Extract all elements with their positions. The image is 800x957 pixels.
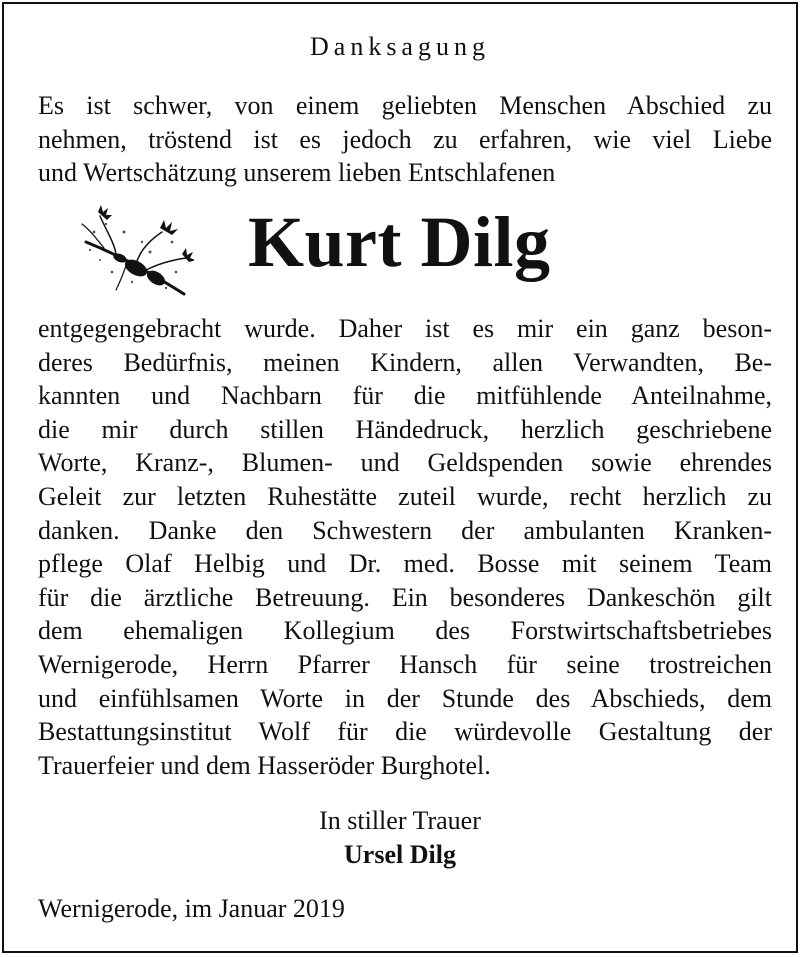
closing-phrase: In stiller Trauer [319, 806, 481, 835]
body-line: dem ehemaligen Kollegium des Forstwirtschaftsbetriebes [38, 616, 772, 646]
body-line: Wernigerode, Herrn Pfarrer Hansch für seine trostreichen [38, 649, 772, 679]
place-date: Wernigerode, im Januar 2019 [38, 894, 345, 923]
heading: Danksagung [310, 32, 490, 61]
body-paragraph [38, 312, 772, 782]
intro-paragraph [38, 89, 772, 190]
closing-block [4, 804, 796, 872]
obituary-notice [2, 2, 798, 953]
intro-line: Es ist schwer, von einem geliebten Menschen Abschied zu [38, 91, 772, 120]
body-line: entgegengebracht wurde. Daher ist es mir ein ganz beson- [38, 314, 772, 343]
body-line: und einfühlsamen Worte in der Stunde des Abschieds, dem [38, 683, 772, 713]
thistle-sprig-icon [76, 202, 194, 300]
intro-line: und Wertschätzung unserem lieben Entschlafenen [38, 158, 556, 188]
body-line: pflege Olaf Helbig und Dr. med. Bosse mit seinem Team [38, 549, 772, 579]
body-line: für die ärztliche Betreuung. Ein besonderes Dankeschön gilt [38, 582, 772, 612]
body-line: die mir durch stillen Händedruck, herzlich geschriebene [38, 414, 772, 444]
body-line: Geleit zur letzten Ruhestätte zuteil wurde, recht herzlich zu [38, 481, 772, 511]
body-line: Bestattungsinstitut Wolf für die würdevolle Gestaltung der [38, 717, 772, 747]
body-line: Trauerfeier und dem Hasseröder Burghotel. [38, 750, 491, 780]
body-line: deres Bedürfnis, meinen Kindern, allen Verwandten, Be- [38, 347, 772, 377]
deceased-name: Kurt Dilg [248, 202, 551, 282]
body-line: Worte, Kranz-, Blumen- und Geldspenden sowie ehrendes [38, 448, 772, 478]
body-line: danken. Danke den Schwestern der ambulanten Kranken- [38, 515, 772, 545]
signer-name: Ursel Dilg [344, 840, 456, 869]
intro-line: nehmen, tröstend ist es jedoch zu erfahren, wie viel Liebe [38, 124, 772, 154]
body-line: kannten und Nachbarn für die mitfühlende Anteilnahme, [38, 381, 772, 411]
